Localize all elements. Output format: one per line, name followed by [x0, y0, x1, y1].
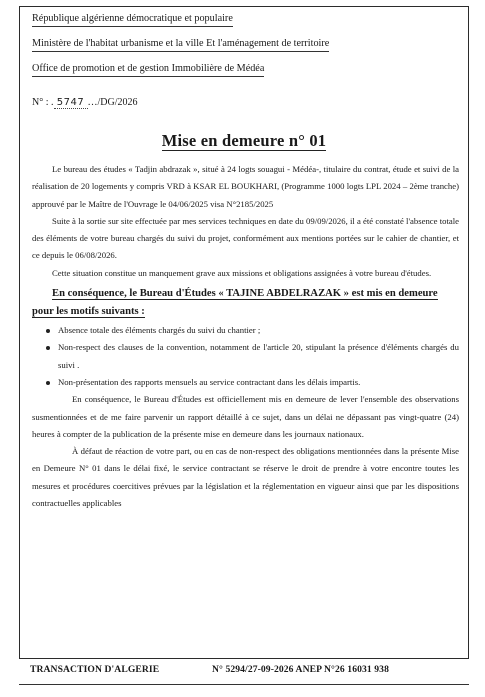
section-heading: [32, 285, 459, 303]
motifs-list: [32, 322, 459, 391]
document-body: [32, 161, 459, 512]
reference-number: [32, 97, 138, 109]
list-item: Non-présentation des rapports mensuels au service contractant dans les délais impartis.: [46, 374, 459, 391]
paragraph-contractor: Le bureau des études « Tadjin abdrazak », situé à 24 logts souagui - Médéa-, titulaire du contrat, étude et suivi de la réalisation de 20 logements y compris VRD à KSAR EL BOUKHARI, (Programme 1000 logts LPL 2024 – 2ème tranche) approuvé par le Maître de l'Ouvrage le 04/06/2025 visa N°2185/2025: [32, 164, 459, 209]
paragraph-site-visit: Suite à la sortie sur site effectuée par mes services techniques en date du 09/09/2026, il a été constaté l'absence totale des éléments de votre bureau chargés du suivi du projet, conformément aux mentions portées sur le cahier de chantier, et ce depuis le 06/08/2026.: [32, 215, 459, 261]
footer-divider: [19, 684, 469, 685]
document-title: [20, 131, 468, 151]
list-item: Absence totale des éléments chargés du suivi du chantier ;: [46, 322, 459, 339]
reference-handwritten-number: 5747: [54, 97, 88, 109]
bullet-icon: [46, 346, 50, 350]
notice-document: [19, 6, 469, 659]
section-heading-line1: En conséquence, le Bureau d'Études « TAJINE ABDELRAZAK » est mis en demeure: [52, 288, 438, 300]
reference-suffix: …/DG/2026: [87, 97, 138, 108]
reference-prefix: N° : .: [32, 97, 54, 108]
paragraph-formal-notice: En conséquence, le Bureau d'Études est officiellement mis en demeure de lever l'ensemble des observations susmentionnées et de me faire parvenir un rapport détaillé à ce sujet, dans un délai ne dépassant pas vingt-quatre (24) heures à compter de la publication de la présente mise en demeure dans les journaux nationaux.: [32, 394, 459, 439]
header-ministry: Ministère de l'habitat urbanisme et la ville Et l'aménagement de territoire: [32, 37, 329, 52]
bullet-icon: [46, 381, 50, 385]
paragraph-breach: Cette situation constitue un manquement grave aux missions et obligations assignées à votre bureau d'études.: [52, 267, 432, 278]
header-republic: République algérienne démocratique et populaire: [32, 12, 233, 27]
section-heading-line2: pour les motifs suivants :: [32, 306, 145, 318]
publication-footer: [30, 664, 389, 675]
list-item: Non-respect des clauses de la convention, notamment de l'article 20, stipulant la présence d'éléments chargés du suivi .: [46, 339, 459, 374]
bullet-icon: [46, 329, 50, 333]
section-subheading: [32, 303, 459, 321]
header-office: Office de promotion et de gestion Immobilière de Médéa: [32, 62, 264, 77]
document-title-text: Mise en demeure n° 01: [161, 131, 327, 150]
footer-publication: TRANSACTION D'ALGERIE: [30, 664, 160, 675]
footer-reference: N° 5294/27-09-2026 ANEP N°26 16031 938: [212, 664, 389, 675]
paragraph-sanctions: À défaut de réaction de votre part, ou en cas de non-respect des obligations mentionnées dans la présente Mise en Demeure N° 01 dans le délai fixé, le service contractant se réserve le droit de prendre à votre encontre toutes les mesures et procédures coercitives prévues par la législation et la réglementation en vigueur ainsi que par les dispositions contractuelles applicables: [32, 446, 459, 509]
